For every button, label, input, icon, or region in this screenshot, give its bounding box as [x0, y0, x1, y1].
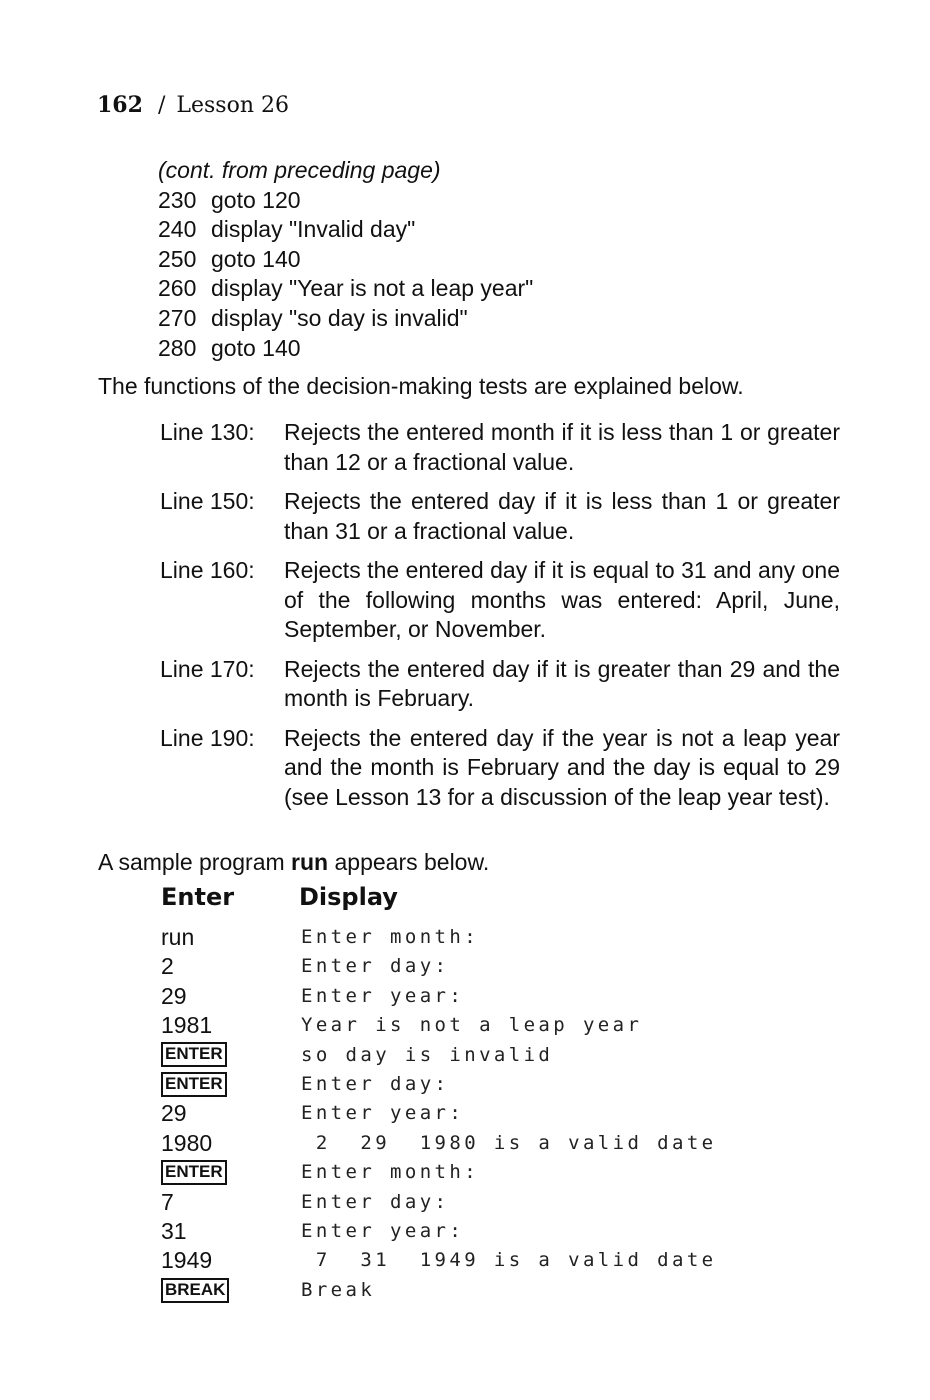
display-cell: Enter day:	[301, 955, 450, 978]
enter-cell: 1981	[161, 1012, 213, 1039]
sample-run-table	[161, 883, 717, 1305]
enter-key: ENTER	[161, 1072, 227, 1097]
table-row	[161, 923, 717, 952]
line-text: goto 140	[211, 245, 301, 272]
sample-intro-text-end: appears below.	[328, 849, 490, 875]
enter-key: ENTER	[161, 1160, 227, 1185]
enter-cell: 29	[161, 1100, 187, 1127]
enter-cell: 7	[161, 1188, 174, 1215]
sample-intro	[98, 849, 489, 876]
enter-cell	[161, 1276, 301, 1305]
line-number: 280	[158, 334, 197, 361]
table-row	[161, 1188, 717, 1217]
table-row	[161, 1246, 717, 1275]
display-cell: Enter year:	[301, 1102, 465, 1125]
explanation-label: Line 150:	[160, 488, 255, 514]
explanation-item	[160, 487, 840, 546]
table-row	[161, 1041, 717, 1070]
enter-cell: 2	[161, 953, 174, 980]
enter-cell: 1980	[161, 1129, 213, 1156]
code-line	[158, 304, 533, 334]
run-keyword: run	[291, 849, 329, 875]
explanation-label: Line 160:	[160, 557, 255, 583]
display-cell: Enter year:	[301, 984, 465, 1007]
enter-cell: run	[161, 924, 195, 950]
enter-key: ENTER	[161, 1042, 227, 1067]
table-row	[161, 1099, 717, 1128]
explanation-text: Rejects the entered month if it is less than 1 or greater than 12 or a fractional value.	[284, 419, 840, 475]
display-cell: 2 29 1980 is a valid date	[301, 1131, 717, 1154]
table-row	[161, 1217, 717, 1246]
display-column-header: Display	[299, 883, 398, 911]
table-header	[161, 883, 717, 923]
line-number: 260	[158, 275, 197, 302]
enter-cell	[161, 1041, 301, 1070]
explanation-text: Rejects the entered day if it is greater than 29 and the month is February.	[284, 655, 840, 711]
explanation-item	[160, 724, 840, 813]
code-line	[158, 186, 533, 216]
line-text: display "so day is invalid"	[211, 304, 468, 331]
line-number: 250	[158, 245, 197, 272]
table-row	[161, 1129, 717, 1158]
explanation-item	[160, 556, 840, 645]
display-cell: Enter month:	[301, 1161, 480, 1184]
lesson-title: Lesson 26	[176, 93, 289, 118]
functions-intro: The functions of the decision-making tests are explained below.	[98, 373, 744, 399]
line-number: 240	[158, 216, 197, 243]
break-key: BREAK	[161, 1278, 229, 1303]
table-row	[161, 952, 717, 981]
line-text: goto 120	[211, 186, 301, 213]
explanation-label: Line 170:	[160, 655, 255, 682]
page-number: 162	[97, 92, 143, 118]
enter-cell: 1949	[161, 1247, 213, 1274]
line-number: 270	[158, 304, 197, 331]
code-line	[158, 215, 533, 245]
line-text: goto 140	[211, 334, 301, 361]
continuation-note: (cont. from preceding page)	[158, 157, 441, 183]
display-cell: Enter day:	[301, 1190, 450, 1213]
explanation-text: Rejects the entered day if it is less than 1 or greater than 31 or a fractional value.	[284, 488, 840, 544]
table-row	[161, 1276, 717, 1305]
explanation-text: Rejects the entered day if the year is not a leap year and the month is February and the day is equal to 29 (see Lesson 13 for a discussion of the leap year test).	[284, 724, 840, 810]
explanation-item	[160, 418, 840, 477]
page-header	[97, 92, 289, 118]
enter-cell: 31	[161, 1217, 187, 1244]
explanation-list	[160, 418, 840, 822]
explanation-text: Rejects the entered day if it is equal to 31 and any one of the following months was entered: April, June, September, or November.	[284, 557, 840, 642]
enter-column-header: Enter	[161, 883, 235, 911]
display-cell: Break	[301, 1278, 376, 1301]
enter-cell	[161, 1158, 301, 1187]
code-line	[158, 274, 533, 304]
table-row	[161, 1158, 717, 1187]
display-cell: Enter month:	[301, 926, 480, 948]
display-cell: 7 31 1949 is a valid date	[301, 1249, 717, 1272]
line-text: display "Year is not a leap year"	[211, 275, 534, 302]
display-cell: Enter year:	[301, 1219, 465, 1242]
explanation-label: Line 130:	[160, 419, 255, 445]
line-text: display "Invalid day"	[211, 216, 416, 243]
display-cell: Enter day:	[301, 1072, 450, 1095]
explanation-item	[160, 655, 840, 714]
enter-cell: 29	[161, 982, 187, 1009]
line-number: 230	[158, 186, 197, 213]
display-cell: Year is not a leap year	[301, 1014, 643, 1037]
table-row	[161, 982, 717, 1011]
display-cell: so day is invalid	[301, 1043, 554, 1066]
table-row	[161, 1011, 717, 1040]
code-line	[158, 245, 533, 275]
enter-cell	[161, 1070, 301, 1099]
code-line	[158, 334, 533, 364]
header-separator: /	[157, 93, 166, 118]
table-row	[161, 1070, 717, 1099]
explanation-label: Line 190:	[160, 724, 255, 751]
code-listing	[158, 156, 533, 363]
sample-intro-text: A sample program	[98, 849, 292, 875]
